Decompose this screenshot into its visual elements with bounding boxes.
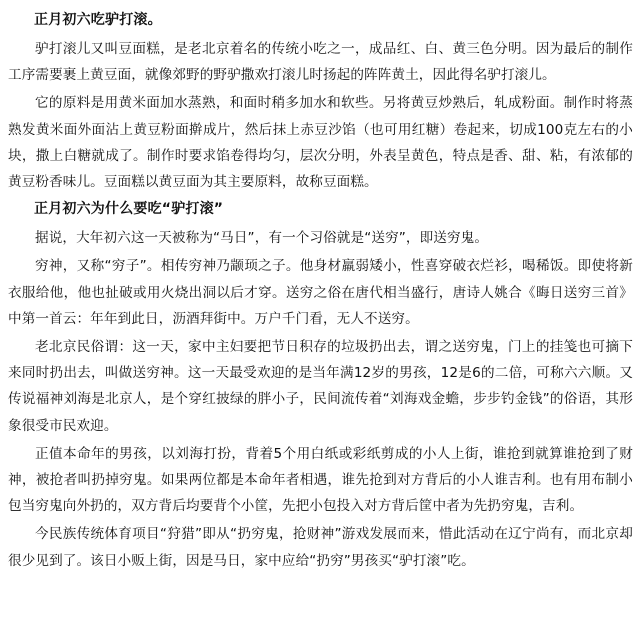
paragraph: 穷神，又称“穷子”。相传穷神乃颛顼之子。他身材羸弱矮小，性喜穿破衣烂衫，喝稀饭。即使将新衣服给他，他也扯破或用火烧出洞以后才穿。送穷之俗在唐代相当盛行，唐诗人姚合《晦日送穷三首》中第一首云：年年到此日，沥酒拜街中。万户千门看，无人不送穷。 [8,258,633,327]
section-heading-1: 正月初六吃驴打滚。 [34,12,162,28]
section-heading-2: 正月初六为什么要吃“驴打滚” [34,201,224,218]
paragraph: 据说，大年初六这一天被称为“马日”，有一个习俗就是“送穷”，即送穷鬼。 [35,230,489,247]
paragraph: 驴打滚儿又叫豆面糕，是老北京着名的传统小吃之一，成品红、白、黄三色分明。因为最后的制作工序需要裹上黄豆面，就像郊野的野驴撒欢打滚儿时扬起的阵阵黄土，因此得名驴打滚儿。 [8,41,633,84]
paragraph: 正值本命年的男孩，以刘海打扮，背着5个用白纸或彩纸剪成的小人上街，谁抢到就算谁抢到了财神，被抢者叫扔掉穷鬼。如果两位都是本命年者相遇，谁先抢到对方背后的小人谁吉利。也有用布制小包当穷鬼向外扔的，双方背后均要背个小筐，先把小包投入对方背后筐中者为先扔穷鬼，吉利。 [8,445,633,515]
paragraph: 它的原料是用黄米面加水蒸熟，和面时稍多加水和软些。另将黄豆炒熟后，轧成粉面。制作时将蒸熟发黄米面外面沾上黄豆粉面擀成片，然后抹上赤豆沙馅（也可用红糖）卷起来，切成100克左右的小块，撒上白糖就成了。制作时要求馅卷得均匀，层次分明，外表呈黄色，特点是香、甜、粘，有浓郁的黄豆粉香味儿。豆面糕以黄豆面为其主要原料，故称豆面糕。 [8,95,633,191]
paragraph: 今民族传统体育项目“狩猎”即从“扔穷鬼，抢财神”游戏发展而来，惜此活动在辽宁尚有，而北京却很少见到了。该日小贩上街，因是马日，家中应给“扔穷”男孩买“驴打滚”吃。 [8,526,633,569]
paragraph: 老北京民俗谓：这一天，家中主妇要把节日积存的垃圾扔出去，谓之送穷鬼，门上的挂笺也可摘下来同时扔出去，叫做送穷神。这一天最受欢迎的是当年满12岁的男孩，12是6的二倍，可称六六顺。又传说福神刘海是北京人，是个穿红披绿的胖小子，民间流传着“刘海戏金蟾，步步钓金钱”的俗语，其形象很受市民欢迎。 [8,339,633,434]
